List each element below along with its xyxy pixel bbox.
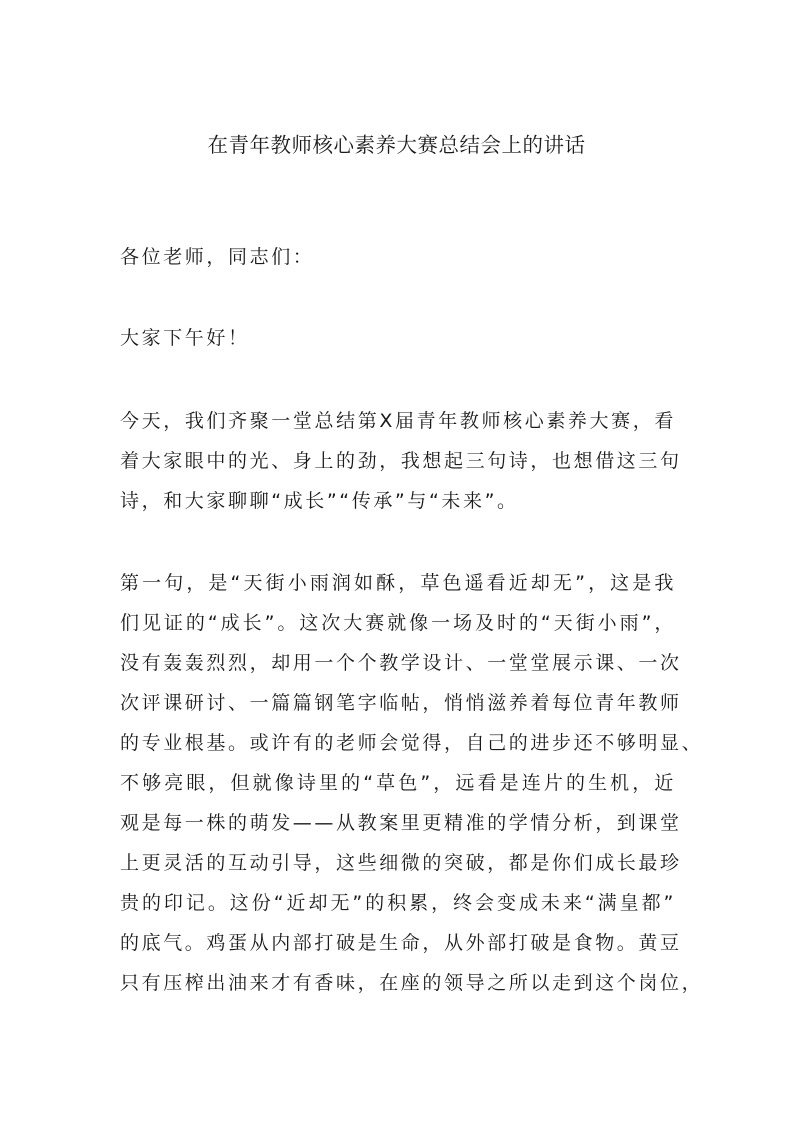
paragraph-line: 第一句，是“天街小雨润如酥，草色遥看近却无”，这是我 <box>120 572 676 594</box>
salutation-text: 各位老师，同志们： <box>120 246 315 268</box>
paragraph-line: 今天，我们齐聚一堂总结第X届青年教师核心素养大赛，看 <box>120 410 676 432</box>
paragraph-line: 的专业根基。或许有的老师会觉得，自己的进步还不够明显、 <box>120 732 704 754</box>
salutation <box>120 237 676 277</box>
paragraph-line: 观是每一株的萌发——从教案里更精准的学情分析，到课堂 <box>120 812 682 834</box>
paragraph-line: 贵的印记。这份“近却无”的积累，终会变成未来“满皇都” <box>120 892 676 914</box>
paragraph-first-verse <box>120 563 704 1003</box>
greeting-text: 大家下午好！ <box>120 327 250 349</box>
paragraph-line: 不够亮眼，但就像诗里的“草色”，远看是连片的生机，近 <box>120 772 676 794</box>
document-title: 在青年教师核心素养大赛总结会上的讲话 <box>207 133 586 157</box>
paragraph-line: 次评课研讨、一篇篇钢笔字临帖，悄悄滋养着每位青年教师 <box>120 692 682 714</box>
paragraph-line: 上更灵活的互动引导，这些细微的突破，都是你们成长最珍 <box>120 852 682 874</box>
paragraph-line: 着大家眼中的光、身上的劲，我想起三句诗，也想借这三句 <box>120 450 682 472</box>
paragraph-line: 的底气。鸡蛋从内部打破是生命，从外部打破是食物。黄豆 <box>120 932 682 954</box>
paragraph-intro <box>120 401 682 521</box>
paragraph-line: 没有轰轰烈烈，却用一个个教学设计、一堂堂展示课、一次 <box>120 652 682 674</box>
greeting <box>120 318 676 358</box>
paragraph-line: 只有压榨出油来才有香味，在座的领导之所以走到这个岗位， <box>120 972 704 994</box>
paragraph-line: 诗，和大家聊聊“成长”“传承”与“未来”。 <box>120 490 519 512</box>
paragraph-line: 们见证的“成长”。这次大赛就像一场及时的“天街小雨”， <box>120 612 676 634</box>
